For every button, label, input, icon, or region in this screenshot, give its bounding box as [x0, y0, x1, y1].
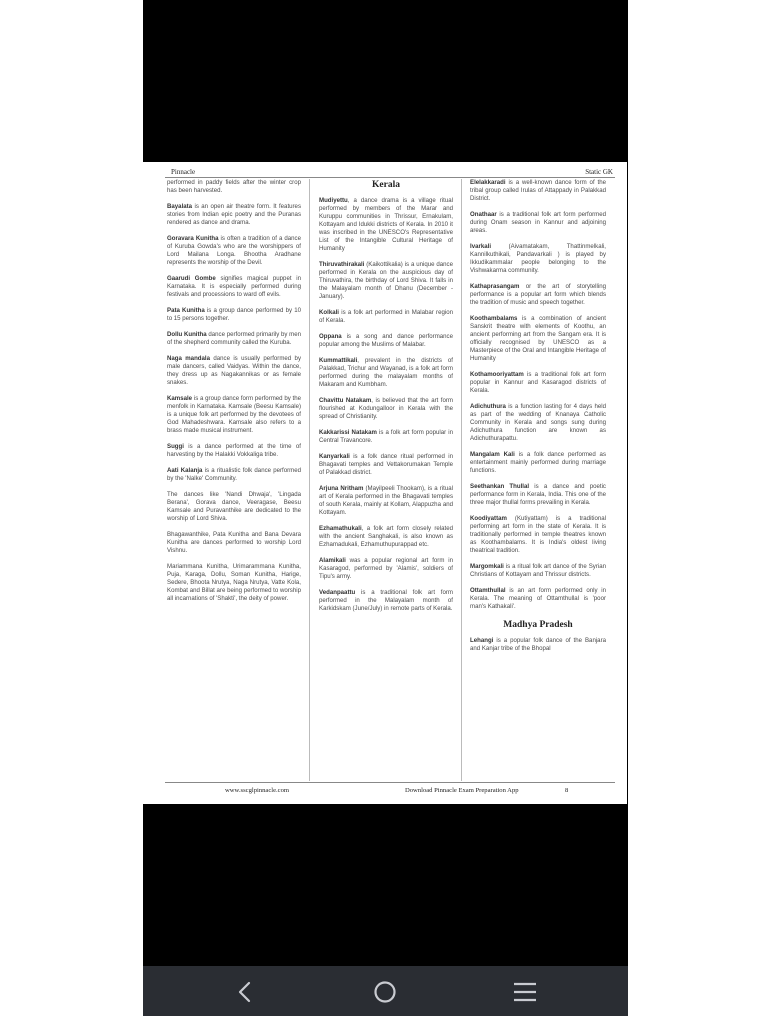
entry-text: is a folk art form popular in Central Travancore.	[319, 429, 453, 444]
home-icon	[373, 980, 397, 1004]
entry-term: Koothambalams	[470, 315, 518, 322]
back-icon	[237, 981, 253, 1003]
footer-rule	[165, 782, 615, 783]
entry-term: Onathaar	[470, 211, 497, 218]
entry-text: (Aivamatakam, Thattinmelkali, Kannilkuthikali, Pandavarkali ) is played by Ikkudikammalar people belonging to the Vishwakarma community.	[470, 243, 606, 274]
entry-term: Koodiyattam	[470, 515, 507, 522]
footer-url: www.sscglpinnacle.com	[225, 787, 290, 794]
entry-term: Kummattikali	[319, 357, 358, 364]
entry-term: Chavittu Natakam	[319, 397, 372, 404]
column-divider	[461, 179, 462, 781]
entry-text: dance performed primarily by men of the shepherd community called the Kuruba.	[167, 331, 301, 346]
entry-text: was a popular regional art form in Kasaragod, performed by 'Alamis', soldiers of Tipu's army.	[319, 557, 453, 580]
text-entry	[470, 451, 606, 475]
entry-text: is a folk dance ritual performed in Bhagavati temples and Vettakorumakan Temple of Palakkad district.	[319, 453, 453, 476]
header-subject: Static GK	[585, 168, 613, 176]
text-entry	[167, 443, 301, 459]
header-publisher: Pinnacle	[171, 168, 196, 176]
entry-text: is an art form performed only in Kerala. The meaning of Ottamthullal is 'poor man's Kathakali'.	[470, 587, 606, 610]
column-3	[470, 179, 606, 781]
text-entry	[470, 637, 606, 653]
text-entry	[319, 357, 453, 389]
recents-icon	[513, 982, 537, 1002]
header-rule	[165, 177, 615, 178]
entry-term: Margomkali	[470, 563, 504, 570]
entry-text: is a ritualistic folk dance performed by the 'Nalke' Community.	[167, 467, 301, 482]
text-entry	[167, 355, 301, 387]
text-entry	[167, 331, 301, 347]
entry-term: Mangalam Kali	[470, 451, 515, 458]
text-entry	[167, 275, 301, 299]
entry-text: is a function lasting for 4 days held as part of the wedding of Knanaya Catholic Community in Kerala and songs sung during Adichuthura function are known as Adichuthurapattu.	[470, 403, 606, 442]
section-heading-kerala: Kerala	[372, 180, 400, 190]
entry-term: Thiruvathirakali	[319, 261, 365, 268]
text-entry	[319, 397, 453, 421]
entry-text: signifies magical puppet in Karnataka. It is especially performed during festivals and processions to ward off evils.	[167, 275, 301, 298]
text-entry	[167, 307, 301, 323]
text-entry	[319, 333, 453, 349]
entry-text: is a group dance performed by 10 to 15 persons together.	[167, 307, 301, 322]
page-number: 8	[565, 787, 569, 794]
text-entry	[470, 315, 606, 363]
entry-term: Kanyarkali	[319, 453, 350, 460]
entry-text: is often a tradition of a dance of Kuruba Gowda's who are the worshippers of Lord Mailana Longa. Bhootha Aradhane represents the worship of the Devil.	[167, 235, 301, 266]
entry-text: , a folk art form closely related with the ancient Sanghakali, is also known as Ezhamadukali, Ezhamuthupurappad etc.	[319, 525, 453, 548]
text-entry	[319, 453, 453, 477]
entry-text: Mariammana Kunitha, Urimarammana Kunitha, Puja, Karaga, Dollu, Soman Kunitha, Harige, Sedere, Bhoota Nrutya, Naga Nrutya, Vatte Kola, Kombat and Billat are being performed to worship all incarnations of 'Shakti', the deity of power.	[167, 563, 301, 602]
text-entry	[319, 525, 453, 549]
entry-term: Kakkarissi Natakam	[319, 429, 377, 436]
entry-term: Ottamthullal	[470, 587, 506, 594]
text-entry	[470, 179, 606, 203]
entry-text: is a dance and poetic performance form in Kerala, India. This one of the three major thullal forms prevailing in Kerala.	[470, 483, 606, 506]
navigation-bar	[143, 966, 628, 1016]
text-entry	[167, 491, 301, 523]
entry-term: Arjuna Nritham	[319, 485, 364, 492]
column-divider	[309, 179, 310, 781]
entry-text: dance is usually performed by male dancers, called Vaidyas. Within the dance, they dress up as Nagakannikas or as female snakes.	[167, 355, 301, 386]
text-entry	[319, 589, 453, 613]
entry-term: Ivarkali	[470, 243, 492, 250]
text-entry	[167, 563, 301, 603]
text-entry	[167, 531, 301, 555]
entry-text: is a traditional folk art form popular in Kannur and Kasaragod districts of Kerala.	[470, 371, 606, 394]
entry-text: , is believed that the art form flourished at Kodungalloor in Kerala with the spread of Christianity.	[319, 397, 453, 420]
text-entry	[319, 261, 453, 301]
entry-term: Pata Kunitha	[167, 307, 205, 314]
entry-text: is a folk dance performed as entertainment mainly performed during marriage functions.	[470, 451, 606, 474]
recents-button[interactable]	[512, 979, 538, 1005]
text-entry	[167, 203, 301, 227]
phone-screen	[143, 0, 628, 1016]
entry-term: Gaarudi Gombe	[167, 275, 216, 282]
text-entry	[470, 515, 606, 555]
document-page[interactable]	[143, 162, 627, 804]
entry-term: Bayalata	[167, 203, 193, 210]
entry-text: is a traditional folk art form performed during Onam season in Kannur and adjoining areas.	[470, 211, 606, 234]
text-entry	[470, 403, 606, 443]
entry-text: is a ritual folk art dance of the Syrian Christians of Kottayam and Thrissur districts.	[470, 563, 606, 578]
entry-text: , a dance drama is a village ritual performed by members of the Marar and Kuruppu communities in Thrissur, Ernakulam, Kottayam and Idukki districts of Kerala. In 2010 it was inscribed in the UNESCO's Representative List of the Intangible Cultural Heritage of Humanity	[319, 197, 453, 252]
text-entry	[167, 395, 301, 435]
text-entry	[470, 587, 606, 611]
column-1	[167, 179, 301, 781]
entry-term: Naga mandala	[167, 355, 210, 362]
entry-text: is a well-known dance form of the tribal group called Irulas of Attappady in Palakkad District.	[470, 179, 606, 202]
entry-term: Kothamooriyattam	[470, 371, 524, 378]
entry-term: Dollu Kunitha	[167, 331, 207, 338]
entry-text: The dances like 'Nandi Dhwaja', 'Lingada Berana', Gorava dance, Veeragase, Beesu Kamsale and Puravanthike are dedicated to the worship of Lord Shiva.	[167, 491, 301, 522]
footer-app-promo: Download Pinnacle Exam Preparation App	[405, 787, 519, 794]
entry-term: Kamsale	[167, 395, 193, 402]
entry-text: is a dance performed at the time of harvesting by the Halakki Vokkaliga tribe.	[167, 443, 301, 458]
entry-text: Bhagawanthike, Pata Kunitha and Bana Devara Kunitha are dances performed to worship Lord Vishnu.	[167, 531, 301, 554]
text-entry	[319, 485, 453, 517]
text-entry	[470, 243, 606, 275]
entry-term: Lehangi	[470, 637, 494, 644]
text-entry	[470, 211, 606, 235]
entry-text: is a combination of ancient Sanskrit theatre with elements of Koothu, an ancient performing art from the Sangam era. It is officially recognised by UNESCO as a Masterpiece of the Oral and Intangible Heritage of Humanity	[470, 315, 606, 362]
entry-text: (Kaikottikalia) is a unique dance performed in Kerala on the auspicious day of Thiruvathira, the birthday of Lord Shiva. It falls in the Malayalam month of Dhanu (December - January).	[319, 261, 453, 300]
text-entry	[319, 429, 453, 445]
text-entry	[470, 283, 606, 307]
entry-text: (Mayilpeeli Thookam), is a ritual art of Kerala performed in the Bhagavati temples of south Kerala, mainly at Kollam, Alappuzha and Kottayam.	[319, 485, 453, 516]
entry-term: Adichuthura	[470, 403, 506, 410]
entry-term: Vedanpaattu	[319, 589, 356, 596]
entry-text: is a popular folk dance of the Banjara and Kanjar tribe of the Bhopal	[470, 637, 606, 652]
text-entry	[319, 197, 453, 253]
text-entry	[470, 371, 606, 395]
column-2	[319, 179, 453, 781]
entry-term: Kolkali	[319, 309, 339, 316]
entry-term: Seethankan Thullal	[470, 483, 530, 490]
entry-term: Ezhamathukali	[319, 525, 362, 532]
entry-text: is an open air theatre form. It features stories from Indian epic poetry and the Puranas rendered as dance and drama.	[167, 203, 301, 226]
entry-term: Suggi	[167, 443, 184, 450]
text-entry	[167, 179, 301, 195]
home-button[interactable]	[372, 979, 398, 1005]
entry-text: is a group dance form performed by the menfolk in Karnataka. Kamsale (Beesu Kamsale) is a unique folk art performed by the devotees of God Mahadeshwara. Kamsale also refers to a brass made musical instrument.	[167, 395, 301, 434]
entry-term: Oppana	[319, 333, 342, 340]
entry-term: Kathaprasangam	[470, 283, 520, 290]
text-entry	[470, 483, 606, 507]
entry-term: Elelakkaradi	[470, 179, 506, 186]
section-heading-madhya-pradesh: Madhya Pradesh	[503, 620, 573, 630]
entry-text: is a song and dance performance popular among the Muslims of Malabar.	[319, 333, 453, 348]
entry-text: or the art of storytelling performance is a popular art form which blends the tradition of music and speech together.	[470, 283, 606, 306]
text-entry	[319, 309, 453, 325]
entry-text: is a folk art performed in Malabar region of Kerala.	[319, 309, 453, 324]
entry-text: (Kutiyattam) is a traditional performing art form in the state of Kerala. It is traditionally performed in temple theatres known as Koothambalams. It is India's oldest living theatrical tradition.	[470, 515, 606, 554]
text-entry	[167, 467, 301, 483]
text-entry	[319, 557, 453, 581]
text-entry	[470, 563, 606, 579]
entry-term: Alamikali	[319, 557, 346, 564]
entry-term: Mudiyettu	[319, 197, 348, 204]
entry-text: performed in paddy fields after the winter crop has been harvested.	[167, 179, 301, 194]
entry-term: Goravara Kunitha	[167, 235, 219, 242]
back-button[interactable]	[232, 979, 258, 1005]
entry-text: is a traditional folk art form performed in the Malayalam month of Karkidskam (June/July) in remote parts of Kerala.	[319, 589, 453, 612]
entry-text: , prevalent in the districts of Palakkad, Trichur and Wayanad, is a folk art form performed during the malayalam months of Makaram and Kumbham.	[319, 357, 453, 388]
text-entry	[167, 235, 301, 267]
entry-term: Aati Kalanja	[167, 467, 203, 474]
